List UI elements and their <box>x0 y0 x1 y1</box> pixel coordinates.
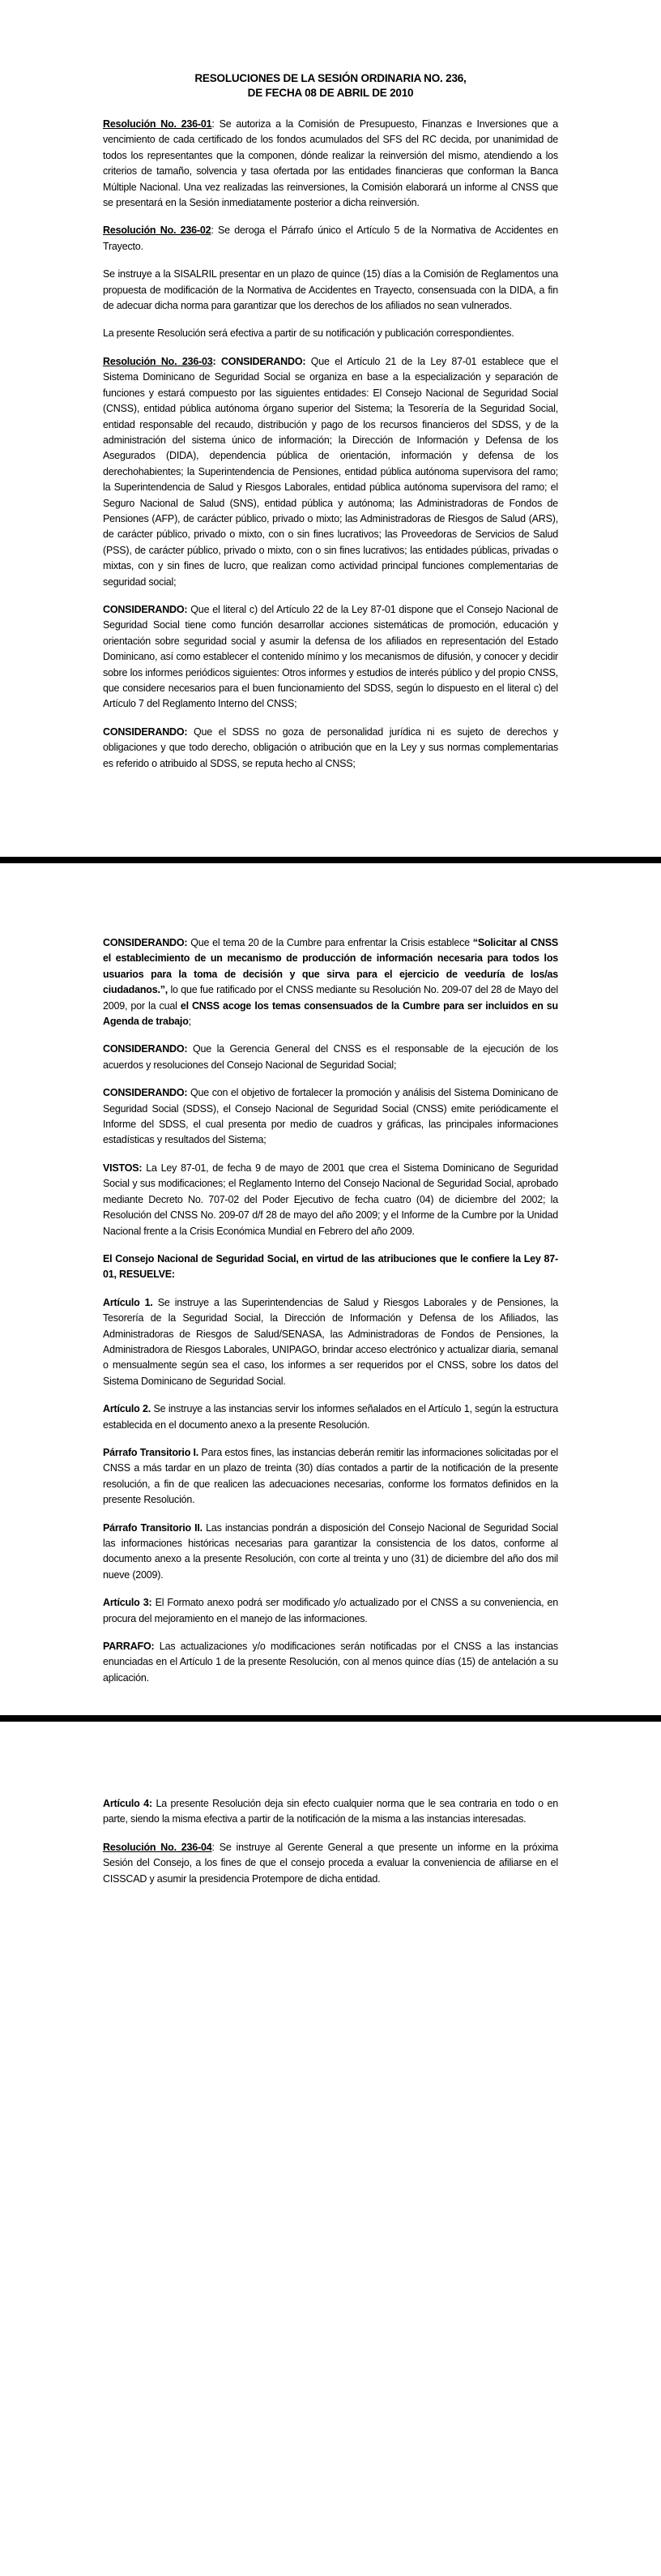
paragraph <box>103 354 558 590</box>
text-run: Párrafo Transitorio II. <box>103 1521 203 1534</box>
paragraph <box>103 1042 558 1073</box>
text-run: : Se deroga el Párrafo único el Artículo 5 de la Normativa de Accidentes en Trayecto. <box>103 225 558 252</box>
text-run: La presente Resolución deja sin efecto cualquier norma que le sea contraria en todo o en parte, siendo la misma efectiva a partir de la notificación de la misma a las instancias interesadas. <box>103 1798 558 1825</box>
paragraph <box>103 935 558 1029</box>
paragraph <box>103 223 558 255</box>
paragraph <box>103 1295 558 1389</box>
page-1 <box>103 71 558 772</box>
text-run: El Formato anexo podrá ser modificado y/o actualizado por el CNSS a su conveniencia, en procura del mejoramiento en el manejo de las informaciones. <box>103 1597 558 1624</box>
paragraph <box>103 1401 558 1433</box>
text-run: Que el Artículo 21 de la Ley 87-01 establece que el Sistema Dominicano de Seguridad Social se organiza en base a la especialización y separación de funciones y estará compuesto por las siguientes entidades: El Consejo Nacional de Seguridad Social (CNSS), entidad pública autónoma órgano superior del Sistema; la Tesorería de la Seguridad Social, entidad responsable del recaudo, distribución y pago de los recursos financieros del SDSS, y de la administración del sistema único de información; la Dirección de Información y Defensa de los Asegurados (DIDA), dependencia pública de orientación, información y defensa de los derechohabientes; la Superintendencia de Pensiones, entidad pública autónoma supervisora del ramo; la Superintendencia de Salud y Riesgos Laborales, entidad pública autónoma supervisora del ramo; el Seguro Nacional de Salud (SNS), entidad pública y autónoma; las Administradoras de Fondos de Pensiones (AFP), de carácter público, privado o mixto; las Administradoras de Riesgos de Salud (ARS), de carácter público, privado o mixto, con o sin fines lucrativos; las Proveedoras de Servicios de Salud (PSS), de carácter público, privado o mixto, con o sin fines lucrativos; las entidades públicas, privadas o mixtas, con y sin fines de lucro, que realizan como actividad principal funciones complementarias de seguridad social; <box>103 355 558 588</box>
paragraph <box>103 1796 558 1828</box>
text-run: Artículo 3: <box>103 1597 152 1609</box>
text-run: Que el literal c) del Artículo 22 de la Ley 87-01 dispone que el Consejo Nacional de Seguridad Social tiene como función desarrollar acciones sistemáticas de promoción, educación y orientación sobre seguridad social y asumir la defensa de los afiliados en representación del Estado Dominicano, así como establecer el contenido mínimo y los mecanismos de difusión, y conocer y decidir sobre los informes periódicos siguientes: Otros informes y estudios de interés público y del propio CNSS, que considere necesarios para el buen funcionamiento del SDSS, según lo dispuesto en el literal c) del Artículo 7 del Reglamento Interno del CNSS; <box>103 603 558 710</box>
page-3-body <box>103 1796 558 1887</box>
text-run: Párrafo Transitorio I. <box>103 1446 199 1458</box>
text-run: Para estos fines, las instancias deberán remitir las informaciones solicitadas por el CNSS a más tardar en un plazo de treinta (30) días contados a partir de la notificación de la presente resolución, a fin de que realicen las adecuaciones necesarias, conforme los formatos definidos en la presente Resolución. <box>103 1446 558 1506</box>
text-run: Artículo 1. <box>103 1296 153 1308</box>
text-run: Se instruye a la SISALRIL presentar en un plazo de quince (15) días a la Comisión de Reglamentos una propuesta de modificación de la Normativa de Accidentes en Trayecto, consensuada con la DIDA, a fin de adecuar dicha norma para garantizar que los derechos de los afiliados no sean vulnerados. <box>103 268 558 312</box>
text-run: CONSIDERANDO: <box>103 937 188 948</box>
text-run: PARRAFO: <box>103 1641 155 1653</box>
paragraph <box>103 1161 558 1239</box>
title-line-1: RESOLUCIONES DE LA SESIÓN ORDINARIA NO. 236, <box>194 72 467 84</box>
text-run: Se instruye a las Superintendencias de Salud y Riesgos Laborales y de Pensiones, la Tesorería de la Seguridad Social, la Dirección de Información y Defensa de los Afiliados, las Administradoras de Riesgos de Salud/SENASA, las Administradoras de Fondos de Pensiones, la Administradora de Riesgos Laborales, UNIPAGO, brindar acceso electrónico y actualizar diaria, semanal o mensualmente según sea el caso, los informes a ser requeridos por el CNSS, sobre los datos del Sistema Dominicano de Seguridad Social. <box>103 1296 558 1387</box>
text-run: Se instruye a las instancias servir los informes señalados en el Artículo 1, según la estructura establecida en el documento anexo a la presente Resolución. <box>103 1403 558 1431</box>
text-run: : Se autoriza a la Comisión de Presupuesto, Finanzas e Inversiones que a vencimiento de cada certificado de los fondos acumulados del SFS del RC decida, por unanimidad de todos los representantes que la componen, dónde realizar la reinversión del mismo, atendiendo a los criterios de tamaño, solvencia y tasa ofertada por las entidades financieras que conforman la Banca Múltiple Nacional. Una vez realizadas las reinversiones, la Comisión elaborará un informe al CNSS que se presentará en la Sesión inmediatamente posterior a dicha reinversión. <box>103 118 558 209</box>
paragraph <box>103 1595 558 1627</box>
text-run: Que con el objetivo de fortalecer la promoción y análisis del Sistema Dominicano de Seguridad Social (SDSS), el Consejo Nacional de Seguridad Social (CNSS) emite periódicamente el Informe del SDSS, el cual presenta por medio de cuadros y gráficas, las principales informaciones estadísticas y resultados del Sistema; <box>103 1087 558 1146</box>
text-run: La presente Resolución será efectiva a partir de su notificación y publicación correspondientes. <box>103 327 514 340</box>
text-run: ; <box>188 1016 191 1028</box>
text-run: el CNSS acoge los temas consensuados de la Cumbre para ser incluidos en su Agenda de trabajo <box>103 999 558 1028</box>
text-run: CONSIDERANDO: <box>103 1087 188 1099</box>
paragraph <box>103 725 558 772</box>
page-2-body <box>103 935 558 1686</box>
text-run: Resolución No. 236-02 <box>103 225 211 237</box>
paragraph <box>103 267 558 314</box>
text-run: Artículo 4: <box>103 1798 152 1809</box>
text-run: Que la Gerencia General del CNSS es el responsable de la ejecución de los acuerdos y resoluciones del Consejo Nacional de Seguridad Social; <box>103 1043 558 1071</box>
page-1-body <box>103 117 558 772</box>
text-run: CONSIDERANDO: <box>103 603 188 615</box>
paragraph <box>103 1445 558 1508</box>
paragraph <box>103 1252 558 1283</box>
text-run: Que el tema 20 de la Cumbre para enfrentar la Crisis establece <box>187 937 473 948</box>
title-line-2: DE FECHA 08 DE ABRIL DE 2010 <box>247 87 414 99</box>
text-run: El Consejo Nacional de Seguridad Social, en virtud de las atribuciones que le confiere la Ley 87-01, RESUELVE: <box>103 1252 558 1281</box>
page-3 <box>103 1796 558 1887</box>
text-run: Las instancias pondrán a disposición del Consejo Nacional de Seguridad Social las informaciones históricas necesarias para garantizar la consistencia de los datos, conforme al documento anexo a la presente Resolución, con corte al treinta y uno (31) de diciembre del año dos mil nueve (2009). <box>103 1521 558 1581</box>
text-run: Que el SDSS no goza de personalidad jurídica ni es sujeto de derechos y obligaciones y que todo derecho, obligación o atribución que en la Ley y sus normas complementarias es referido o atribuido al SDSS, se reputa hecho al CNSS; <box>103 725 558 769</box>
paragraph <box>103 326 558 341</box>
text-run: La Ley 87-01, de fecha 9 de mayo de 2001 que crea el Sistema Dominicano de Seguridad Social y sus modificaciones; el Reglamento Interno del Consejo Nacional de Seguridad Social, aprobado mediante Decreto No. 707-02 del Poder Ejecutivo de fecha cuatro (04) de diciembre del 2002; la Resolución del CNSS No. 209-07 d/f 28 de mayo del año 2009; y el Informe de la Cumbre por la Unidad Nacional frente a la Crisis Económica Mundial en Febrero del año 2009. <box>103 1162 558 1237</box>
text-run: CONSIDERANDO: <box>103 1043 188 1055</box>
text-run: Resolución No. 236-03 <box>103 355 213 367</box>
text-run: Las actualizaciones y/o modificaciones serán notificadas por el CNSS a las instancias enunciadas en el Artículo 1 de la presente Resolución, con al menos quince días (15) de antelación a su aplicación. <box>103 1641 558 1684</box>
paragraph <box>103 1521 558 1584</box>
document-title <box>103 71 558 101</box>
paragraph <box>103 1840 558 1887</box>
page-2 <box>103 935 558 1686</box>
text-run: lo que fue ratificado por el CNSS mediante su Resolución No. 209-07 del 28 de Mayo del 2009, por la cual <box>103 984 558 1012</box>
text-run: Resolución No. 236-04 <box>103 1841 212 1853</box>
text-run: Resolución No. 236-01 <box>103 118 212 130</box>
text-run: “Solicitar al CNSS el establecimiento de un mecanismo de producción de información necesaria para todos los usuarios para la toma de decisión y que sirva para el ejercicio de veeduría de los/as ciudadanos.”, <box>103 937 558 996</box>
paragraph <box>103 117 558 211</box>
text-run: : Se instruye al Gerente General a que presente un informe en la próxima Sesión del Consejo, a los fines de que el consejo proceda a evaluar la conveniencia de afiliarse en el CISSCAD y asumir la presidencia Protempore de dicha entidad. <box>103 1841 558 1885</box>
text-run: : CONSIDERANDO: <box>212 355 306 367</box>
text-run: CONSIDERANDO: <box>103 725 188 738</box>
text-run: VISTOS: <box>103 1162 143 1174</box>
paragraph <box>103 1639 558 1686</box>
paragraph <box>103 602 558 712</box>
text-run: Artículo 2. <box>103 1403 151 1415</box>
paragraph <box>103 1085 558 1149</box>
page-separator-bar <box>0 857 661 863</box>
page-separator-bar <box>0 1715 661 1722</box>
